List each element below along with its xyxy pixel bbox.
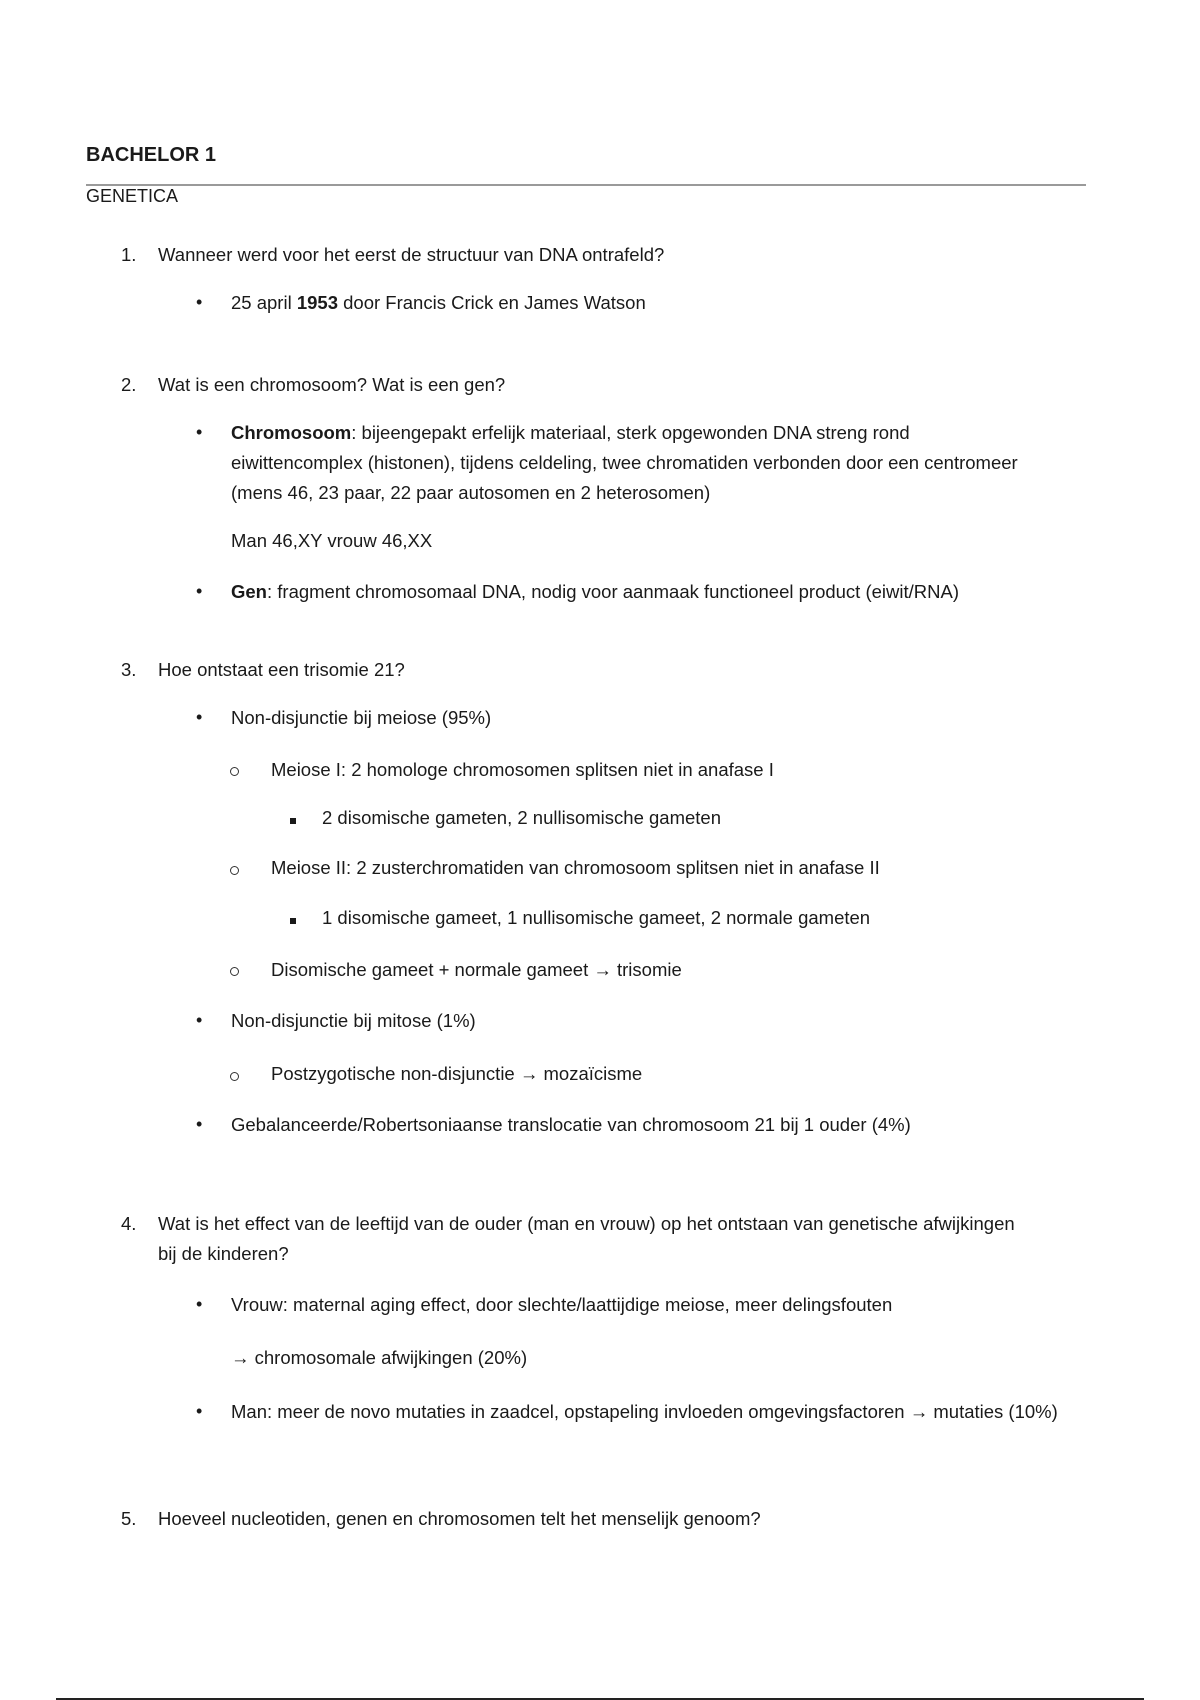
- man-text: Man: meer de novo mutaties in zaadcel, opstapeling invloeden omgevingsfactoren → mutaties (10%): [231, 1401, 1058, 1422]
- bullet-icon: •: [196, 292, 203, 312]
- bullet-icon: •: [196, 581, 203, 601]
- vrouw-text: Vrouw: maternal aging effect, door slechte/laattijdige meiose, meer delingsfouten: [231, 1294, 893, 1315]
- question-3-text: Hoe ontstaat een trisomie 21?: [158, 659, 405, 680]
- list-item: Non-disjunctie bij meiose (95%): [231, 707, 492, 728]
- circle-bullet-icon: [230, 866, 239, 875]
- bullet-icon: •: [196, 1401, 203, 1421]
- bullet-icon: •: [196, 1294, 203, 1314]
- question-4-number: 4.: [121, 1213, 137, 1234]
- header-title: BACHELOR 1: [86, 144, 217, 166]
- circle-bullet-icon: [230, 1072, 239, 1081]
- bullet-icon: •: [196, 1114, 203, 1134]
- list-item: Meiose II: 2 zusterchromatiden van chromosoom splitsen niet in anafase II: [271, 857, 880, 878]
- square-bullet-icon: [290, 918, 296, 924]
- question-1-text: Wanneer werd voor het eerst de structuur van DNA ontrafeld?: [158, 244, 665, 265]
- list-item: 1 disomische gameet, 1 nullisomische gameet, 2 normale gameten: [322, 907, 871, 928]
- header-subtitle: GENETICA: [86, 186, 179, 206]
- circle-bullet-icon: [230, 967, 239, 976]
- question-5-text: Hoeveel nucleotiden, genen en chromosomen telt het menselijk genoom?: [158, 1508, 761, 1529]
- question-1-number: 1.: [121, 244, 137, 265]
- list-item: Gebalanceerde/Robertsoniaanse translocatie van chromosoom 21 bij 1 ouder (4%): [231, 1114, 911, 1135]
- list-item: Postzygotische non-disjunctie → mozaïcisme: [271, 1063, 643, 1084]
- square-bullet-icon: [290, 818, 296, 824]
- question-5-number: 5.: [121, 1508, 137, 1529]
- bullet-icon: •: [196, 422, 203, 442]
- bullet-icon: •: [196, 707, 203, 727]
- circle-bullet-icon: [230, 767, 239, 776]
- list-item: Meiose I: 2 homologe chromosomen splitsen niet in anafase I: [271, 759, 774, 780]
- question-4-text: Wat is het effect van de leeftijd van de ouder (man en vrouw) op het ontstaan van genetische afwijkingen bij de kinderen?: [158, 1213, 1015, 1264]
- list-item: 2 disomische gameten, 2 nullisomische gameten: [322, 807, 721, 828]
- vrouw-result: → chromosomale afwijkingen (20%): [231, 1347, 528, 1368]
- answer-1: 25 april 1953 door Francis Crick en James Watson: [231, 292, 646, 313]
- gen-definition: Gen: fragment chromosomaal DNA, nodig voor aanmaak functioneel product (eiwit/RNA): [231, 581, 959, 602]
- header-rule: [86, 184, 1086, 186]
- bullet-icon: •: [196, 1010, 203, 1030]
- karyotype-text: Man 46,XY vrouw 46,XX: [231, 530, 433, 551]
- list-item: Non-disjunctie bij mitose (1%): [231, 1010, 476, 1031]
- list-item: Disomische gameet + normale gameet → trisomie: [271, 959, 682, 980]
- chromosoom-definition: Chromosoom: bijeengepakt erfelijk materiaal, sterk opgewonden DNA streng rond eiwittencomplex (histonen), tijdens celdeling, twee chromatiden verbonden door een centromeer (mens 46, 23 paar, 22 paar autosomen en 2 heterosomen): [231, 422, 1018, 503]
- question-3-number: 3.: [121, 659, 137, 680]
- question-2-text: Wat is een chromosoom? Wat is een gen?: [158, 374, 506, 395]
- question-2-number: 2.: [121, 374, 137, 395]
